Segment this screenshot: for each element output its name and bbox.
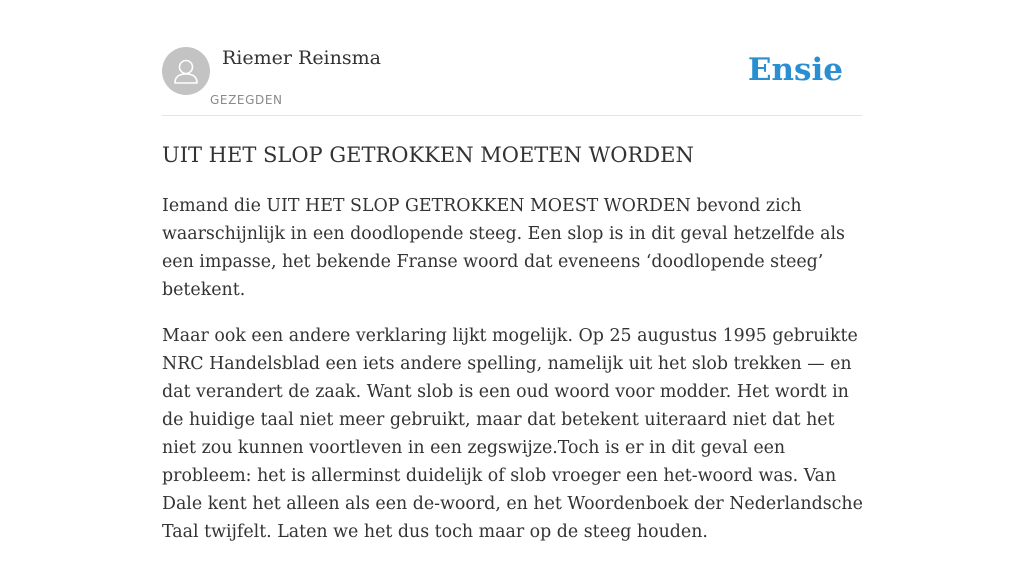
- article-title: UIT HET SLOP GETROKKEN MOETEN WORDEN: [162, 143, 694, 167]
- ensie-logo[interactable]: Ensie: [747, 52, 843, 88]
- article-paragraph: Iemand die UIT HET SLOP GETROKKEN MOEST WORDEN bevond zich waarschijnlijk in een doodlopende steeg. Een slop is in dit geval hetzelfde als een impasse, het bekende Franse woord dat eveneens ‘doodlopende steeg’ betekent.: [162, 196, 845, 300]
- avatar[interactable]: [162, 47, 210, 95]
- header: [162, 46, 862, 116]
- article-paragraph: Maar ook een andere verklaring lijkt mogelijk. Op 25 augustus 1995 gebruikte NRC Handelsblad een iets andere spelling, namelijk uit het slob trekken — en dat verandert de zaak. Want slob is een oud woord voor modder. Het wordt in de huidige taal niet meer gebruikt, maar dat betekent uiteraard niet dat het niet zou kunnen voortleven in een zegswijze.Toch is er in dit geval een probleem: het is allerminst duidelijk of slob vroeger een het-woord was. Van Dale kent het alleen als een de-woord, en het Woordenboek der Nederlandsche Taal twijfelt. Laten we het dus toch maar op de steeg houden.: [162, 326, 863, 542]
- article-body: [162, 192, 867, 564]
- category-label[interactable]: GEZEGDEN: [210, 93, 283, 107]
- user-silhouette-icon: [162, 47, 210, 95]
- author-name[interactable]: Riemer Reinsma: [222, 47, 381, 69]
